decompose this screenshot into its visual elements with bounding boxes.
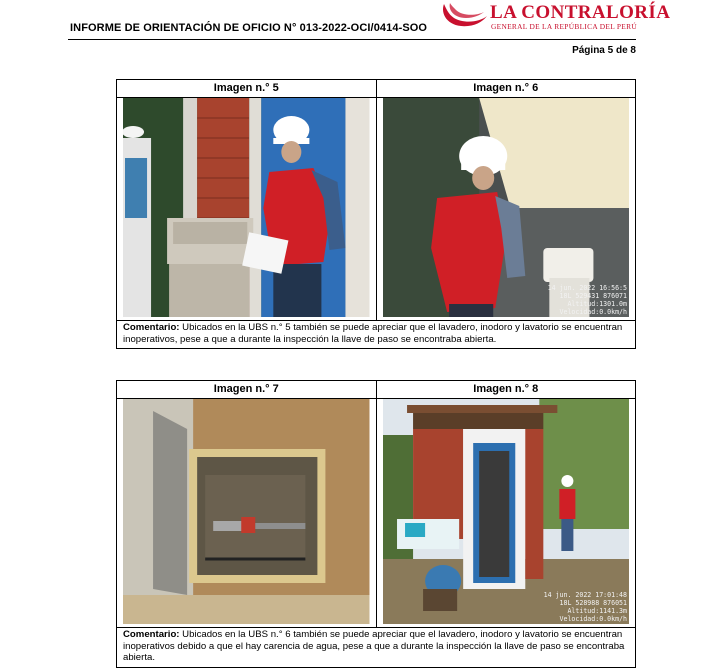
contraloria-swoosh-icon (438, 0, 488, 32)
image-8-gps-stamp: 14 jun. 2022 17:01:48 18L 528988 876051 Altitud:1141.3m Velocidad:0.0km/h (543, 591, 627, 623)
image-7-caption: Imagen n.° 7 (213, 383, 279, 395)
logo-subtitle: GENERAL DE LA REPÚBLICA DEL PERÚ (491, 22, 637, 31)
contraloria-logo (438, 0, 671, 32)
image-table-2 (116, 380, 636, 668)
comment-1: Comentario: Ubicados en la UBS n.° 5 también se puede apreciar que el lavadero, inodoro y lavatorio se encuentran inoperativos, pese a que a durante la inspección la llave de paso se encontraba abierta. (123, 322, 623, 345)
image-8-caption: Imagen n.° 8 (376, 381, 636, 398)
image-6-caption: Imagen n.° 6 (376, 80, 636, 97)
report-title: INFORME DE ORIENTACIÓN DE OFICIO N° 013-2022-OCI/0414-SOO (70, 22, 428, 34)
image-7-photo (123, 399, 370, 624)
image-5-photo (123, 98, 370, 317)
image-table-1 (116, 79, 636, 349)
header-divider (68, 39, 636, 40)
logo-name: LA CONTRALORÍA (490, 2, 671, 23)
image-8-photo (383, 399, 630, 624)
image-6-photo (383, 98, 630, 317)
comment-2: Comentario: Ubicados en la UBS n.° 6 también se puede apreciar que el lavadero, inodoro y lavatorio se encuentran inoperativos debido a que el hay carencia de agua, pese a que a durante la inspección la llave de paso se encontraba abierta. (123, 629, 625, 664)
image-6-gps-stamp: 14 jun. 2022 16:56:5 18L 529431 876071 Altitud:1301.0m Velocidad:0.0km/h (547, 284, 627, 316)
image-5-caption: Imagen n.° 5 (213, 82, 279, 94)
page-number: Página 5 de 8 (572, 45, 636, 56)
